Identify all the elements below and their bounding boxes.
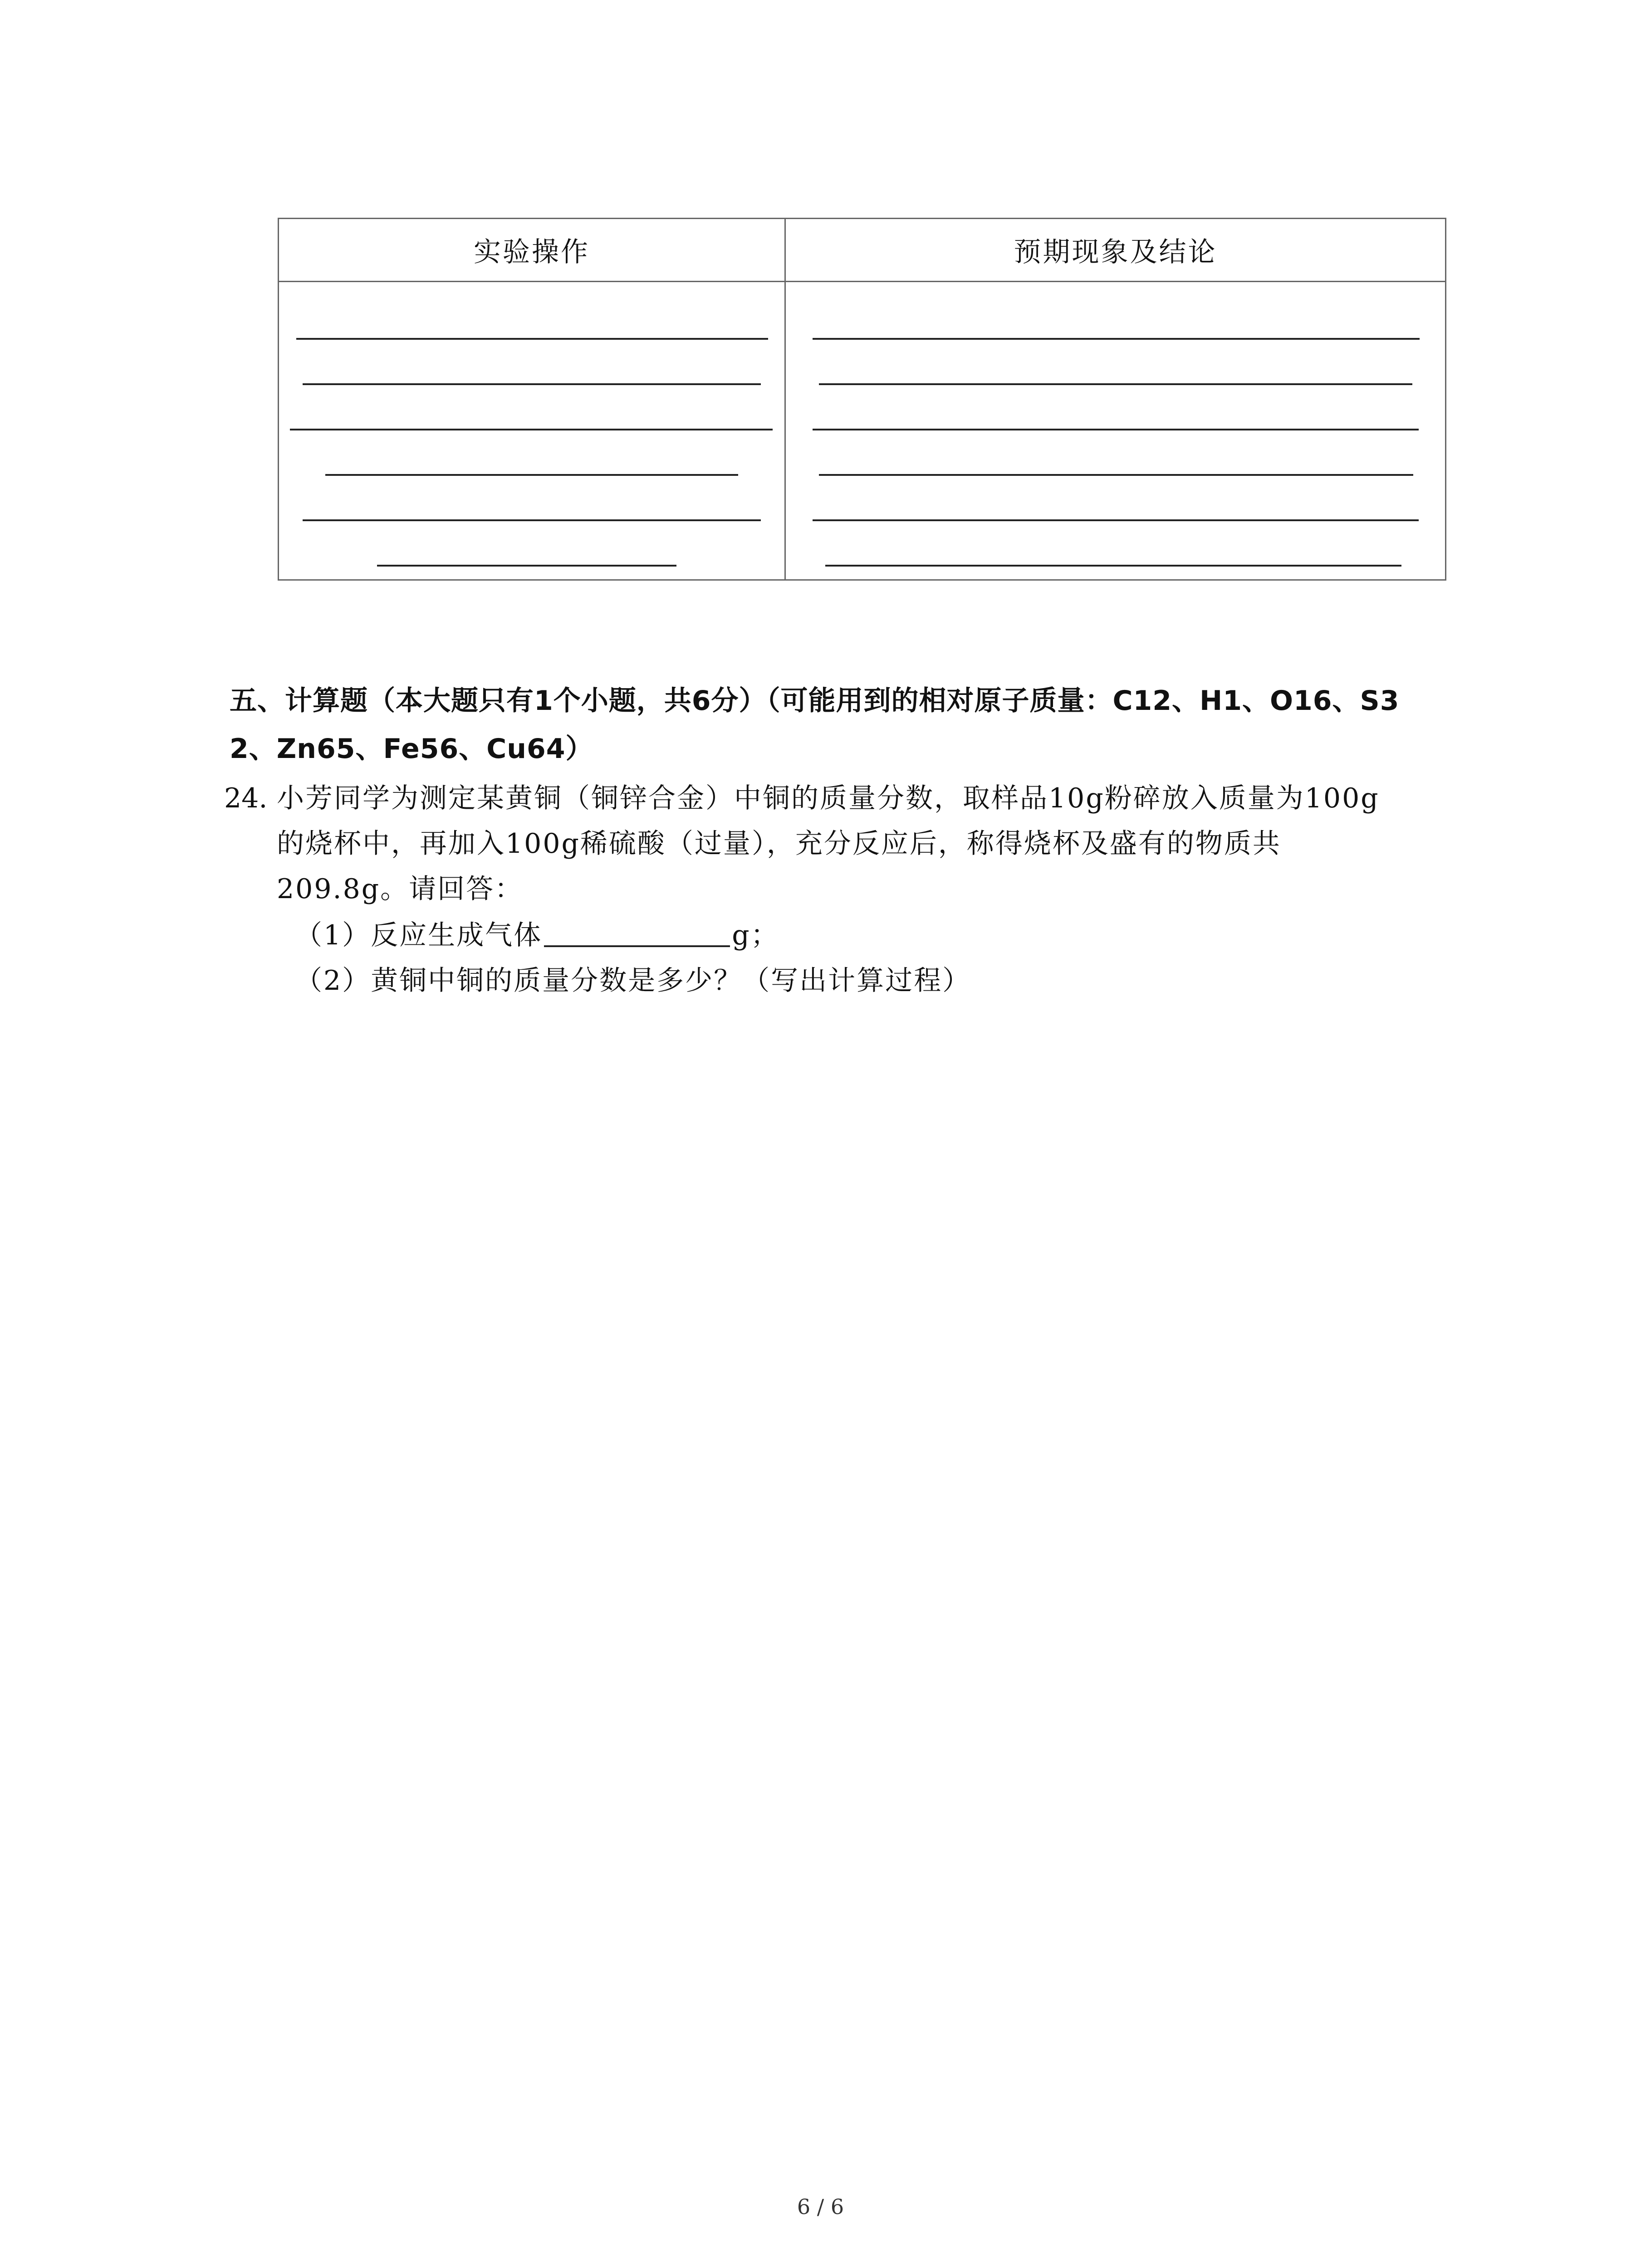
answer-blank-line[interactable] <box>290 429 773 430</box>
section-title-line-1: 五、计算题（本大题只有1个小题，共6分）（可能用到的相对原子质量：C12、H1、O16、S3 <box>230 685 1400 717</box>
sub-question-2: （2）黄铜中铜的质量分数是多少？（写出计算过程） <box>295 965 971 997</box>
sub-question-1 <box>295 913 779 958</box>
answer-blank-line[interactable] <box>303 383 761 385</box>
table-header-divider <box>279 281 1445 282</box>
experiment-table <box>278 218 1446 581</box>
question-number: 24. <box>224 782 268 814</box>
question-text-line-1: 小芳同学为测定某黄铜（铜锌合金）中铜的质量分数，取样品10g粉碎放入质量为100g <box>277 782 1380 814</box>
answer-blank-line[interactable] <box>813 429 1419 430</box>
answer-blank-line[interactable] <box>825 565 1401 567</box>
table-column-divider <box>784 219 786 579</box>
answer-blank-line[interactable] <box>303 519 761 521</box>
answer-blank-line[interactable] <box>819 383 1412 385</box>
sub-question-1-suffix: g； <box>732 919 779 951</box>
answer-blank-line[interactable] <box>325 474 738 476</box>
table-header-operation: 实验操作 <box>474 236 590 268</box>
answer-blank-line[interactable] <box>813 519 1419 521</box>
answer-blank-line[interactable] <box>296 338 768 340</box>
sub-question-1-prefix: （1）反应生成气体 <box>295 919 543 951</box>
answer-blank-line[interactable] <box>377 565 676 567</box>
gas-mass-answer-blank[interactable] <box>544 917 730 947</box>
section-title <box>230 677 1455 773</box>
question-text-line-2: 的烧杯中，再加入100g稀硫酸（过量），充分反应后，称得烧杯及盛有的物质共 <box>277 828 1281 860</box>
section-title-line-2: 2、Zn65、Fe56、Cu64） <box>230 733 593 765</box>
page-number: 6 / 6 <box>797 2195 844 2219</box>
answer-blank-line[interactable] <box>813 338 1420 340</box>
question-text-line-3: 209.8g。请回答： <box>277 873 524 905</box>
table-header-conclusion: 预期现象及结论 <box>1014 236 1217 268</box>
answer-blank-line[interactable] <box>819 474 1413 476</box>
